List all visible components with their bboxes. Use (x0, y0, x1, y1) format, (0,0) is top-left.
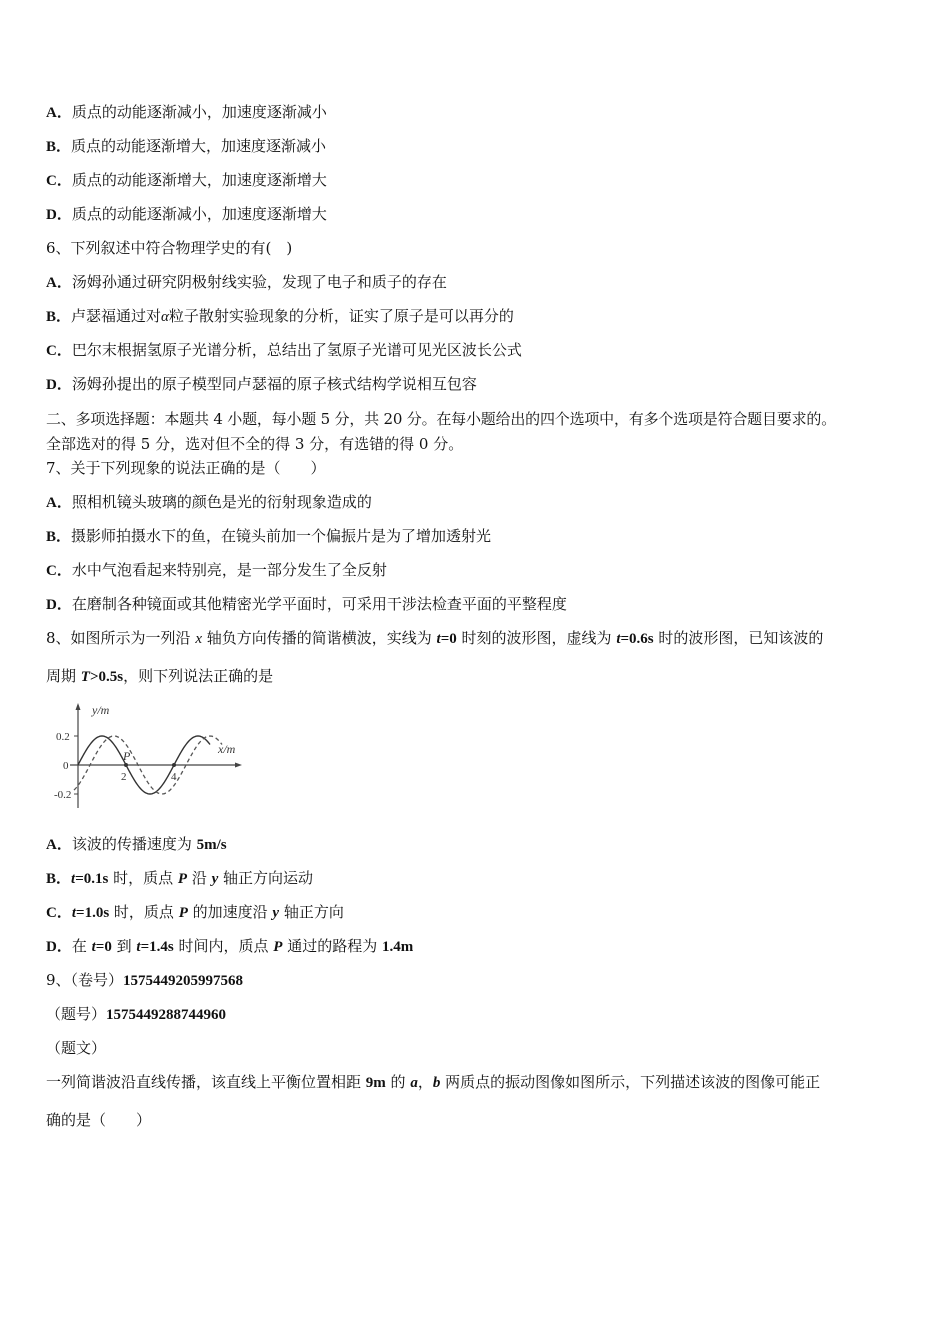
option-label: D． (46, 597, 72, 613)
option-label: A． (46, 275, 72, 291)
option-label: B． (46, 139, 72, 155)
y-tick-label: -0.2 (54, 789, 72, 801)
q7-stem: 7、关于下列现象的说法正确的是（ ） (46, 459, 326, 477)
stem-text: 8、如图所示为一列沿 (46, 629, 196, 647)
q8-stem-line2 (46, 666, 273, 687)
option-text: 通过的路程为 (282, 937, 382, 955)
option-text: 沿 (187, 869, 212, 887)
stem-text: 周期 (46, 667, 81, 685)
var-P: P (178, 905, 188, 921)
var-P: P (177, 871, 188, 887)
q9-paper-id (46, 970, 243, 991)
var-y: y (211, 871, 219, 887)
id-number: 1575449205997568 (123, 973, 244, 989)
y-tick-label: 0 (63, 760, 69, 772)
option-text: 该波的传播速度为 (71, 835, 197, 853)
var-t: t (436, 631, 441, 647)
var-P: P (273, 939, 283, 955)
option-text: 到 (111, 937, 137, 955)
zero-crossing-dot (172, 763, 176, 767)
option-label: B． (46, 529, 72, 545)
q5-option-b (46, 136, 326, 157)
var-t: t (91, 939, 96, 955)
q7-option-c (46, 560, 387, 581)
point-p-label: P (123, 749, 131, 763)
q9-question-id (46, 1004, 226, 1025)
option-text: 摄影师拍摄水下的鱼，在镜头前加一个偏振片是为了增加透射光 (71, 527, 492, 545)
q5-option-d (46, 204, 327, 225)
option-text: 水中气泡看起来特别亮，是一部分发生了全反射 (71, 561, 387, 579)
option-label: D． (46, 377, 72, 393)
option-text: 轴正方向运动 (218, 869, 314, 887)
q5-option-c (46, 170, 327, 191)
option-text: 时，质点 (109, 903, 179, 921)
value: >0.5s (89, 669, 124, 685)
stem-text: 一列简谐波沿直线传播，该直线上平衡位置相距 (46, 1073, 366, 1091)
var-T: T (80, 669, 90, 685)
option-text: 的加速度沿 (187, 903, 273, 921)
stem-text: ，则下列说法正确的是 (123, 667, 274, 685)
option-label: A． (46, 495, 72, 511)
q9-stem-line1 (46, 1072, 820, 1093)
value: 9m (365, 1075, 386, 1091)
q8-stem-line1 (46, 628, 823, 649)
value: =0 (95, 939, 112, 955)
q8-option-a (46, 834, 227, 855)
option-label: C． (46, 905, 72, 921)
var-x: x (195, 631, 202, 647)
option-label: D． (46, 207, 72, 223)
option-text: 时间内，质点 (173, 937, 274, 955)
q7-option-d (46, 594, 567, 615)
option-text: 在 (71, 937, 92, 955)
alpha-symbol: α (161, 309, 169, 325)
var-a: a (410, 1075, 418, 1091)
q9-stem-line2: 确的是（ ） (46, 1111, 152, 1129)
value: 5m/s (196, 837, 227, 853)
q9-question-text-label: （题文） (46, 1039, 107, 1057)
stem-text: 时的波形图，已知该波的 (653, 629, 824, 647)
stem-text: 的 (385, 1073, 411, 1091)
q8-option-d (46, 936, 413, 957)
y-axis-arrow (76, 703, 81, 710)
var-t: t (71, 905, 77, 921)
zero-crossing-dot (124, 763, 128, 767)
q6-option-a (46, 272, 447, 293)
option-text: 在磨制各种镜面或其他精密光学平面时，可采用干涉法检查平面的平整程度 (71, 595, 567, 613)
option-label: A． (46, 105, 72, 121)
q7-option-a (46, 492, 372, 513)
option-text: 轴正方向 (279, 903, 344, 921)
option-label: C． (46, 173, 72, 189)
value: =0.1s (75, 871, 109, 887)
q8-option-c (46, 902, 344, 923)
value: =1.4s (140, 939, 174, 955)
option-text: 汤姆孙通过研究阴极射线实验，发现了电子和质子的存在 (71, 273, 447, 291)
value: =1.0s (76, 905, 110, 921)
option-label: D． (46, 939, 72, 955)
option-text: 照相机镜头玻璃的颜色是光的衍射现象造成的 (71, 493, 372, 511)
var-t: t (616, 631, 621, 647)
var-b: b (432, 1075, 441, 1091)
var-y: y (272, 905, 280, 921)
option-label: C． (46, 563, 72, 579)
option-text: 时，质点 (108, 869, 178, 887)
option-text: 质点的动能逐渐减小，加速度逐渐增大 (71, 205, 327, 223)
q5-option-a (46, 102, 327, 123)
x-axis-label: x/m (218, 742, 236, 756)
option-text: 粒子散射实验现象的分析，证实了原子是可以再分的 (168, 307, 514, 325)
q7-option-b (46, 526, 491, 547)
option-label: A． (46, 837, 72, 853)
option-text: 质点的动能逐渐增大，加速度逐渐减小 (71, 137, 327, 155)
option-text: 巴尔末根据氢原子光谱分析，总结出了氢原子光谱可见光区波长公式 (71, 341, 522, 359)
q6-option-d (46, 374, 477, 395)
var-t: t (136, 939, 141, 955)
stem-text: 两质点的振动图像如图所示，下列描述该波的图像可能正 (440, 1073, 821, 1091)
x-axis-arrow (235, 763, 242, 768)
wave-graph (46, 700, 256, 812)
id-number: 1575449288744960 (106, 1007, 227, 1023)
x-tick-label: 4 (171, 771, 177, 783)
option-label: C． (46, 343, 72, 359)
q6-option-b (46, 306, 514, 327)
option-text: 卢瑟福通过对 (71, 307, 162, 325)
section2-instructions-line1: 二、多项选择题：本题共 4 小题，每小题 5 分，共 20 分。在每小题给出的四个选项中，有多个选项是符合题目要求的。 (46, 410, 836, 428)
stem-text: 时刻的波形图，虚线为 (456, 629, 617, 647)
value: 1.4m (381, 939, 414, 955)
stem-text: ， (417, 1073, 433, 1091)
var-t: t (71, 871, 76, 887)
value: =0.6s (620, 631, 654, 647)
y-axis-label: y/m (92, 703, 110, 717)
q6-option-c (46, 340, 522, 361)
option-label: B． (46, 871, 72, 887)
id-prefix: 9、（卷号） (46, 971, 124, 989)
option-text: 质点的动能逐渐增大，加速度逐渐增大 (71, 171, 327, 189)
y-tick-label: 0.2 (56, 731, 70, 743)
value: =0 (440, 631, 457, 647)
stem-text: 轴负方向传播的简谐横波，实线为 (201, 629, 437, 647)
option-text: 质点的动能逐渐减小，加速度逐渐减小 (71, 103, 327, 121)
section2-instructions-line2: 全部选对的得 5 分，选对但不全的得 3 分，有选错的得 0 分。 (46, 435, 464, 453)
id-prefix: （题号） (46, 1005, 107, 1023)
x-tick-label: 2 (121, 771, 127, 783)
option-label: B． (46, 309, 72, 325)
option-text: 汤姆孙提出的原子模型同卢瑟福的原子核式结构学说相互包容 (71, 375, 477, 393)
q8-option-b (46, 868, 313, 889)
q6-stem: 6、下列叙述中符合物理学史的有( ) (46, 239, 293, 257)
